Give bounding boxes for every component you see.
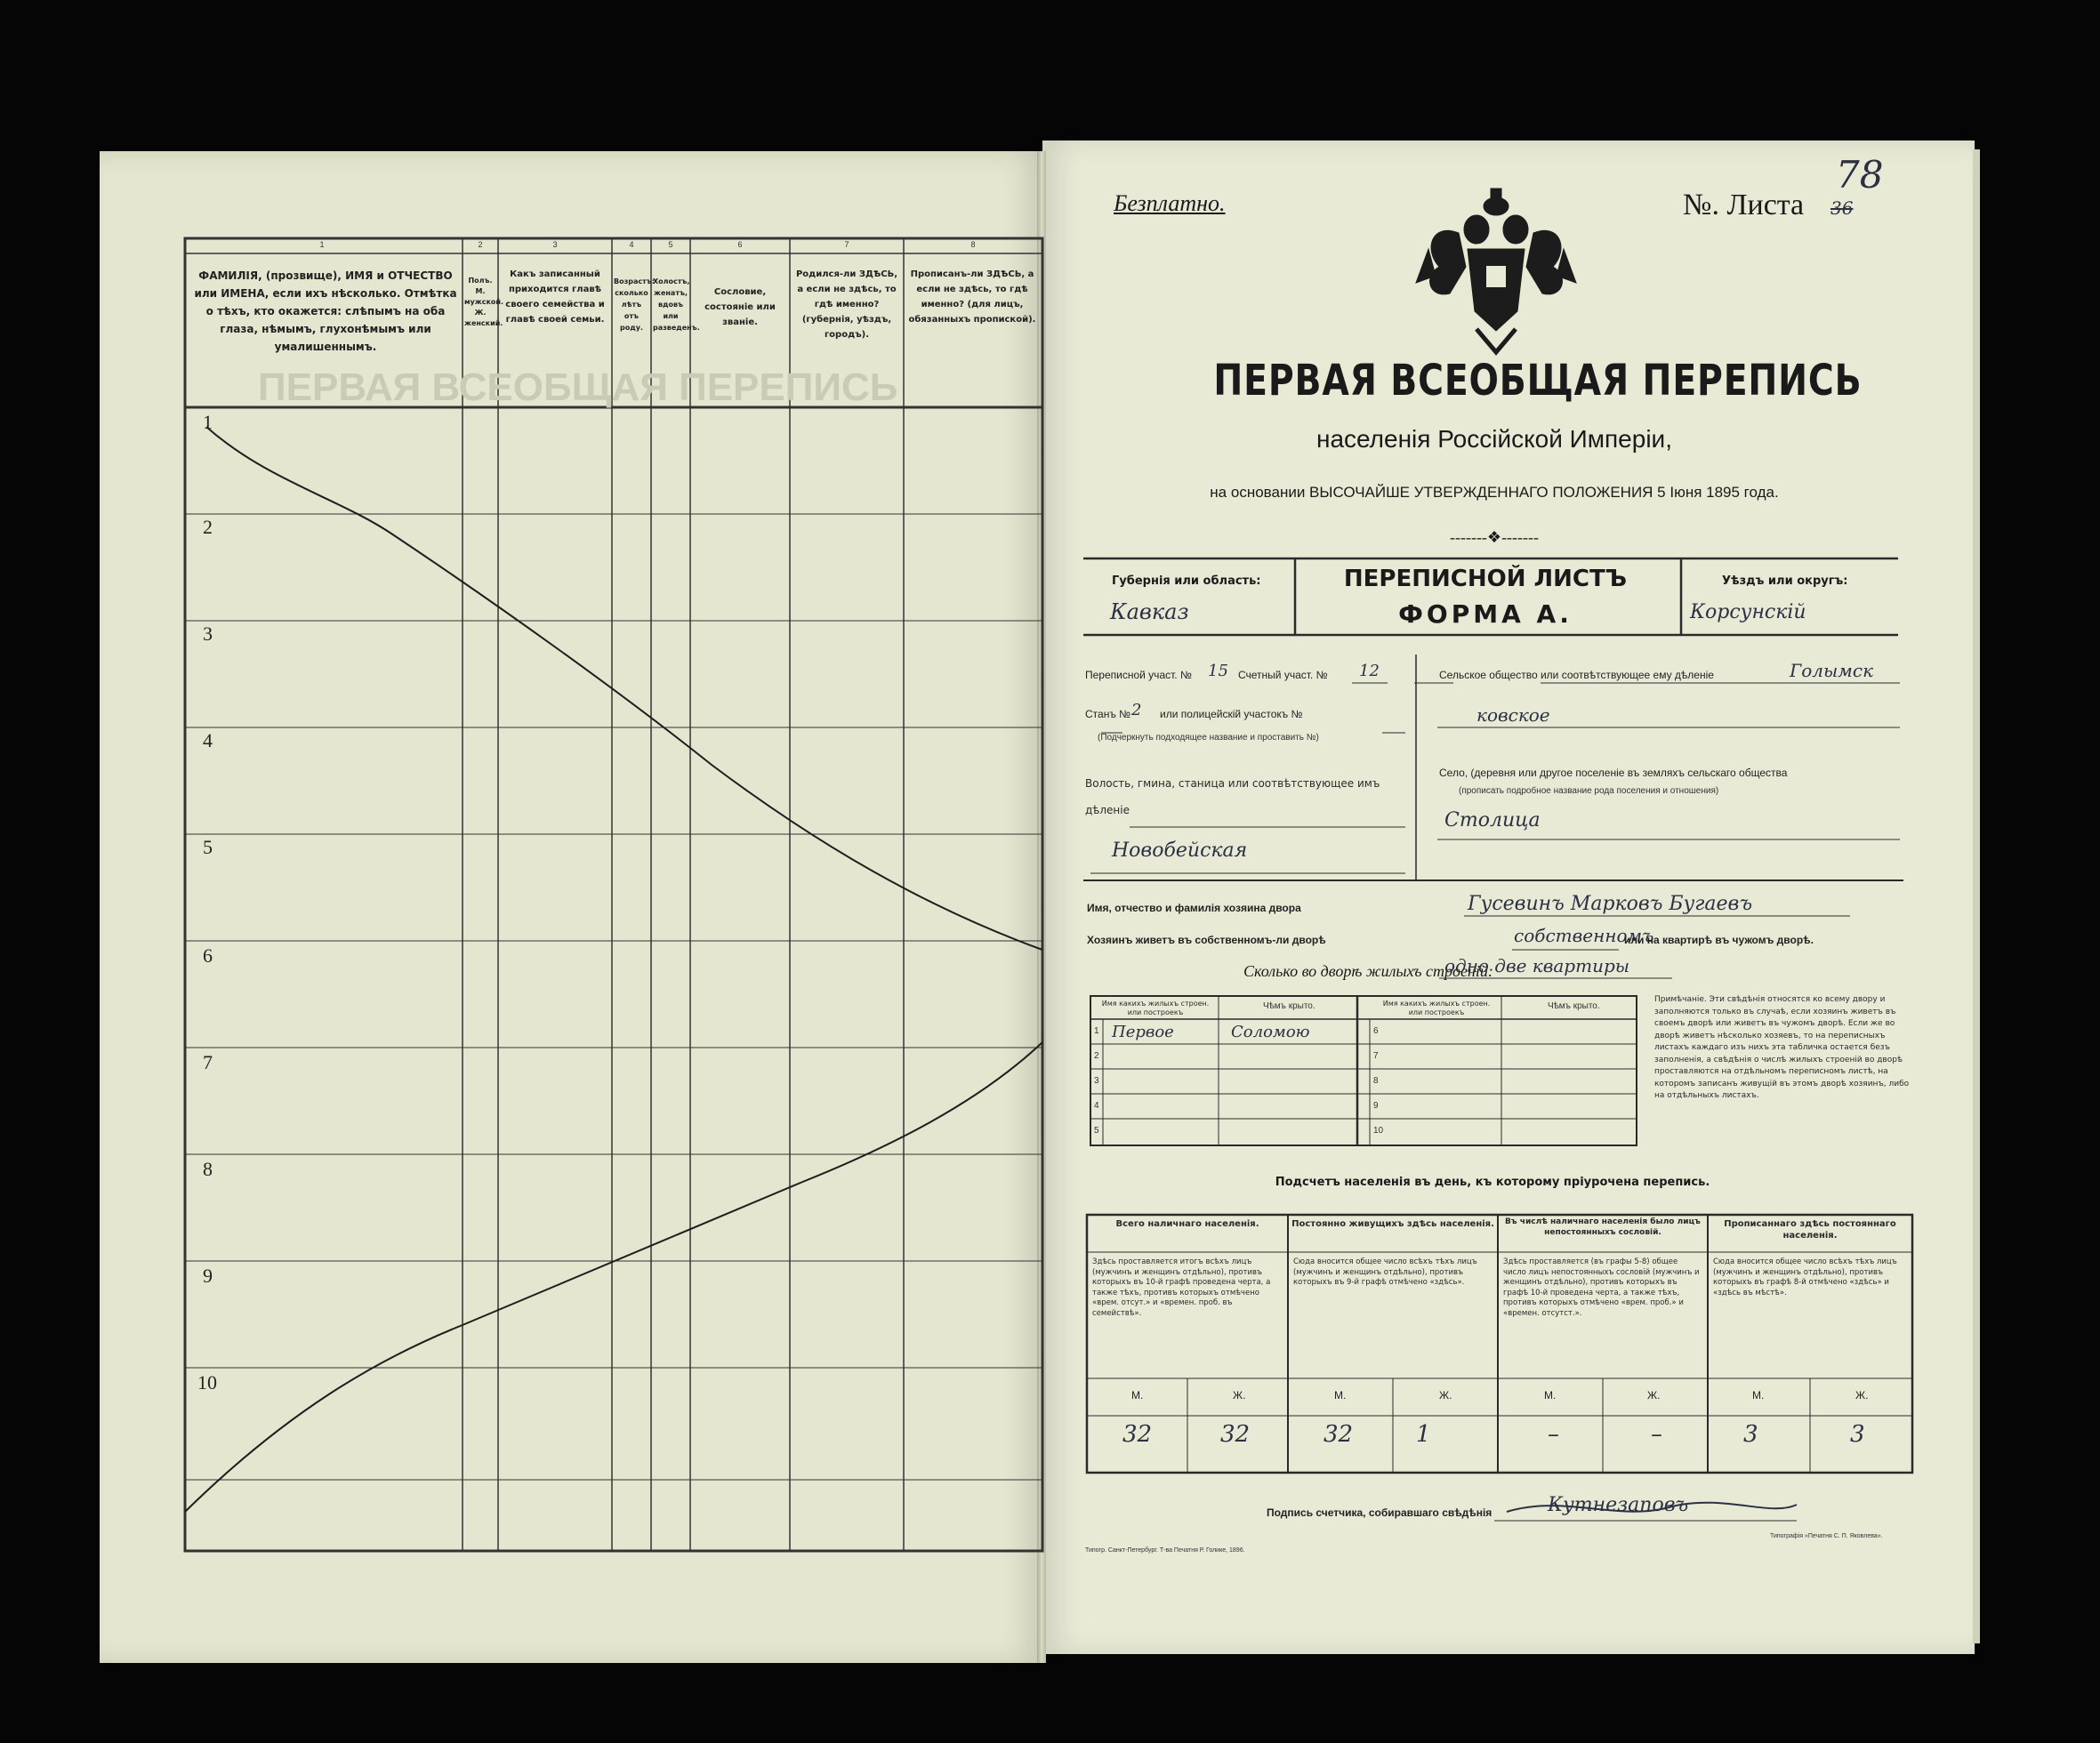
building-row-number: 8 (1373, 1076, 1379, 1086)
buildings-header-name: Имя какихъ жилыхъ строен. или построекъ (1101, 1000, 1210, 1016)
buildings-header-roof-2: Чѣмъ крыто. (1548, 1001, 1600, 1011)
volost-label: Волость, гмина, станица или соотвѣтствующее имъ дѣленіе (1085, 777, 1380, 816)
column-number: 4 (629, 240, 634, 249)
count-value: – (1548, 1421, 1559, 1448)
column-header-birthplace: Родился-ли ЗДѢСЬ, а если не здѣсь, то гдѣ именно? (губернія, уѣздъ, городъ). (795, 269, 898, 340)
count-value: 32 (1220, 1421, 1251, 1448)
row-number: 6 (203, 944, 213, 967)
column-header-age: Возрастъ: сколько лѣтъ отъ роду. (614, 277, 655, 332)
residence-label: Хозяинъ живетъ въ собственномъ-ли дворѣ (1087, 934, 1326, 946)
sex-label: М. (1752, 1389, 1765, 1402)
count-value: – (1651, 1421, 1662, 1448)
count-value: 32 (1122, 1421, 1153, 1448)
owner-label: Имя, отчество и фамилія хозяина двора (1087, 902, 1301, 914)
sheet-number-value: 78 (1836, 153, 1884, 197)
census-area-value: 15 (1208, 662, 1228, 680)
signature-label: Подпись счетчика, собиравшаго свѣдѣнія (1267, 1506, 1493, 1519)
row-number: 9 (203, 1265, 213, 1287)
signature-value: Кутнезаповъ (1548, 1494, 1689, 1516)
row-number: 8 (203, 1158, 213, 1180)
sex-label: М. (1544, 1389, 1557, 1402)
row-number: 10 (197, 1371, 217, 1394)
row-number: 4 (203, 729, 213, 751)
count-col-4-title: Прописаннаго здѣсь постояннаго населенія. (1724, 1219, 1896, 1241)
count-heading: Подсчетъ населенія въ день, къ которому пріурочена перепись. (1275, 1176, 1710, 1189)
form-title: ПЕРЕПИСНОЙ ЛИСТЪ (1343, 566, 1628, 592)
buildings-label: Сколько во дворѣ жилыхъ строеній: (1243, 962, 1493, 980)
column-number: 7 (844, 240, 849, 249)
column-header-name: ФАМИЛІЯ, (прозвище), ИМЯ и ОТЧЕСТВО или ИМЕНА, если ихъ нѣсколько. Отмѣтка о тѣхъ, кто окажется: слѣпымъ на оба глаза, нѣмымъ, глухонѣмымъ или умалишеннымъ. (194, 269, 457, 353)
row-number: 1 (203, 411, 213, 433)
column-number: 5 (668, 240, 673, 249)
census-title: ПЕРВАЯ ВСЕОБЩАЯ ПЕРЕПИСЬ (1213, 356, 1863, 406)
census-basis: на основании ВЫСОЧАЙШЕ УТВЕРЖДЕННАГО ПОЛОЖЕНИЯ 5 Iюня 1895 года. (1210, 484, 1779, 501)
building-1-roof: Соломою (1231, 1023, 1310, 1041)
printer-note-left: Типогр. Санкт-Петербург. Т-ва Печатня Р. Голике, 1896. (1085, 1547, 1245, 1554)
sex-label: Ж. (1647, 1389, 1661, 1402)
sheet-number-label: №. Листа (1683, 189, 1805, 221)
count-col-1-body: Здѣсь проставляется итогъ всѣхъ лицъ (мужчинъ и женщинъ отдѣльно), противъ которыхъ въ 10-й графѣ проведена черта, а также тѣхъ, противъ которыхъ отмѣчено «врем. отсут.» и «времен. проб. въ семействѣ». (1092, 1257, 1271, 1318)
district-label: Уѣздъ или округъ: (1722, 574, 1848, 588)
volost-value: Новобейская (1112, 839, 1248, 862)
free-label: Безплатно. (1114, 190, 1226, 216)
counting-area-label: Счетный участ. № (1238, 669, 1328, 681)
column-number: 6 (737, 240, 743, 249)
census-subtitle: населенiя Россiйской Имперiи, (1316, 425, 1672, 453)
ornament: -------❖------- (1449, 528, 1540, 546)
row-number: 7 (203, 1051, 213, 1073)
building-row-number: 1 (1094, 1026, 1099, 1036)
village-label: Село, (деревня или другое поселеніе въ земляхъ сельскаго общества (1439, 767, 1788, 779)
buildings-header-roof: Чѣмъ крыто. (1263, 1001, 1316, 1011)
residence-label-2: или на квартирѣ въ чужомъ дворѣ. (1624, 934, 1814, 946)
residence-value: собственномъ (1514, 925, 1654, 946)
count-value: 32 (1324, 1421, 1354, 1448)
count-value: 3 (1850, 1421, 1865, 1448)
sex-label: Ж. (1855, 1389, 1869, 1402)
counting-area-value: 12 (1359, 662, 1380, 680)
building-row-number: 2 (1094, 1051, 1099, 1061)
buildings-value: одно две квартиры (1444, 955, 1630, 976)
count-col-1-title: Всего наличнаго населенія. (1115, 1219, 1259, 1229)
column-header-marital: Холостъ, женатъ, вдовъ или разведенъ. (653, 277, 700, 332)
count-col-2-body: Сюда вносится общее число всѣхъ тѣхъ лицъ (мужчинъ и женщинъ отдѣльно), противъ которыхъ въ 9-й графѣ отмѣчено «здѣсь». (1293, 1257, 1477, 1287)
column-header-estate: Сословие, состоянiе или званiе. (704, 287, 776, 327)
province-label: Губернія или область: (1112, 574, 1261, 588)
count-value: 1 (1416, 1421, 1431, 1448)
count-col-3-title: Въ числѣ наличнаго населенія было лицъ непостоянныхъ сословій. (1505, 1217, 1701, 1237)
district-value: Корсунскій (1690, 601, 1806, 623)
sex-label: М. (1334, 1389, 1347, 1402)
stan-label: Станъ № (1085, 708, 1131, 720)
count-col-2-title: Постоянно живущихъ здѣсь населенія. (1291, 1219, 1494, 1229)
row-number: 2 (203, 516, 213, 538)
building-row-number: 9 (1373, 1101, 1379, 1111)
count-col-3-body: Здѣсь проставляется (въ графы 5-8) общее число лицъ непостоянныхъ сословій (мужчинъ и женщинъ отдѣльно), противъ которыхъ въ графѣ 10-й проведена черта, а также тѣхъ, противъ которыхъ отмѣчено «врем. проб.» и «времен. отсутст.». (1503, 1257, 1700, 1318)
buildings-header-name-2: Имя какихъ жилыхъ строен. или построекъ (1382, 1000, 1491, 1016)
building-row-number: 7 (1373, 1051, 1379, 1061)
police-area-label: или полицейскій участокъ № (1160, 708, 1303, 720)
village-note: (прописать подробное название рода поселения и отношения) (1459, 786, 1719, 796)
building-row-number: 10 (1373, 1126, 1384, 1136)
form-name: ФОРМА А. (1398, 599, 1573, 629)
printer-note-right: Типографія «Печатня С. П. Яковлева». (1770, 1533, 1883, 1539)
column-header-registration: Прописанъ-ли ЗДѢСЬ, а если не здѣсь, то гдѣ именно? (для лицъ, обязанныхъ пропиской). (908, 269, 1036, 325)
column-number: 3 (552, 240, 558, 249)
building-row-number: 4 (1094, 1101, 1099, 1111)
sheet-number-struck: 36 (1830, 197, 1854, 219)
column-number: 8 (970, 240, 976, 249)
police-area-note: (Подчеркнуть подходящее название и проставить №) (1098, 733, 1319, 743)
province-value: Кавказ (1110, 599, 1189, 624)
row-number: 5 (203, 836, 213, 858)
society-value-2: ковское (1476, 704, 1550, 726)
svg-text:ПЕРВАЯ ВСЕОБЩАЯ ПЕРЕПИСЬ: ПЕРВАЯ ВСЕОБЩАЯ ПЕРЕПИСЬ (258, 365, 898, 409)
column-header-sex: Полъ. М. мужской. Ж. женский. (464, 277, 504, 327)
row-number: 3 (203, 622, 213, 645)
column-number: 1 (319, 240, 325, 249)
building-row-number: 6 (1373, 1026, 1379, 1036)
society-value-1: Голымск (1790, 660, 1874, 681)
owner-value: Гусевинъ Марковъ Бугаевъ (1468, 893, 1753, 915)
society-label: Сельское общество или соотвѣтствующее ему дѣленіе (1439, 669, 1714, 681)
count-value: 3 (1743, 1421, 1758, 1448)
count-col-4-body: Сюда вносится общее число всѣхъ тѣхъ лицъ (мужчинъ и женщинъ отдѣльно), противъ которыхъ въ графѣ 8-й отмѣчено «здѣсь» и «здѣсь въ мѣстѣ». (1713, 1257, 1897, 1297)
village-value: Столица (1444, 809, 1541, 831)
building-row-number: 3 (1094, 1076, 1099, 1086)
sex-label: Ж. (1439, 1389, 1452, 1402)
sex-label: М. (1131, 1389, 1144, 1402)
buildings-note: Примѣчаніе. Эти свѣдѣнія относятся ко всему двору и заполняются только въ случаѣ, если хозяинъ живетъ въ своемъ дворѣ или живетъ въ чужомъ дворѣ. Если же во дворѣ живетъ нѣсколько хозяевъ, то на переписныхъ листахъ каждаго изъ нихъ эта табличка остается безъ заполненія, а свѣдѣнія о числѣ жилыхъ строеній во дворѣ проставляются на отдѣльномъ переписномъ листѣ, на которомъ записанъ живущій въ этомъ дворѣ хозяинъ, либо на отдѣльныхъ листахъ. (1654, 995, 1910, 1100)
column-number: 2 (478, 240, 483, 249)
column-header-relation: Какъ записанный приходится главѣ своего семейства и главѣ своей семьи. (505, 269, 605, 325)
census-area-label: Переписной участ. № (1085, 669, 1192, 681)
building-1-name: Первое (1112, 1023, 1174, 1041)
sex-label: Ж. (1233, 1389, 1246, 1402)
stan-value: 2 (1131, 701, 1142, 719)
building-row-number: 5 (1094, 1126, 1099, 1136)
